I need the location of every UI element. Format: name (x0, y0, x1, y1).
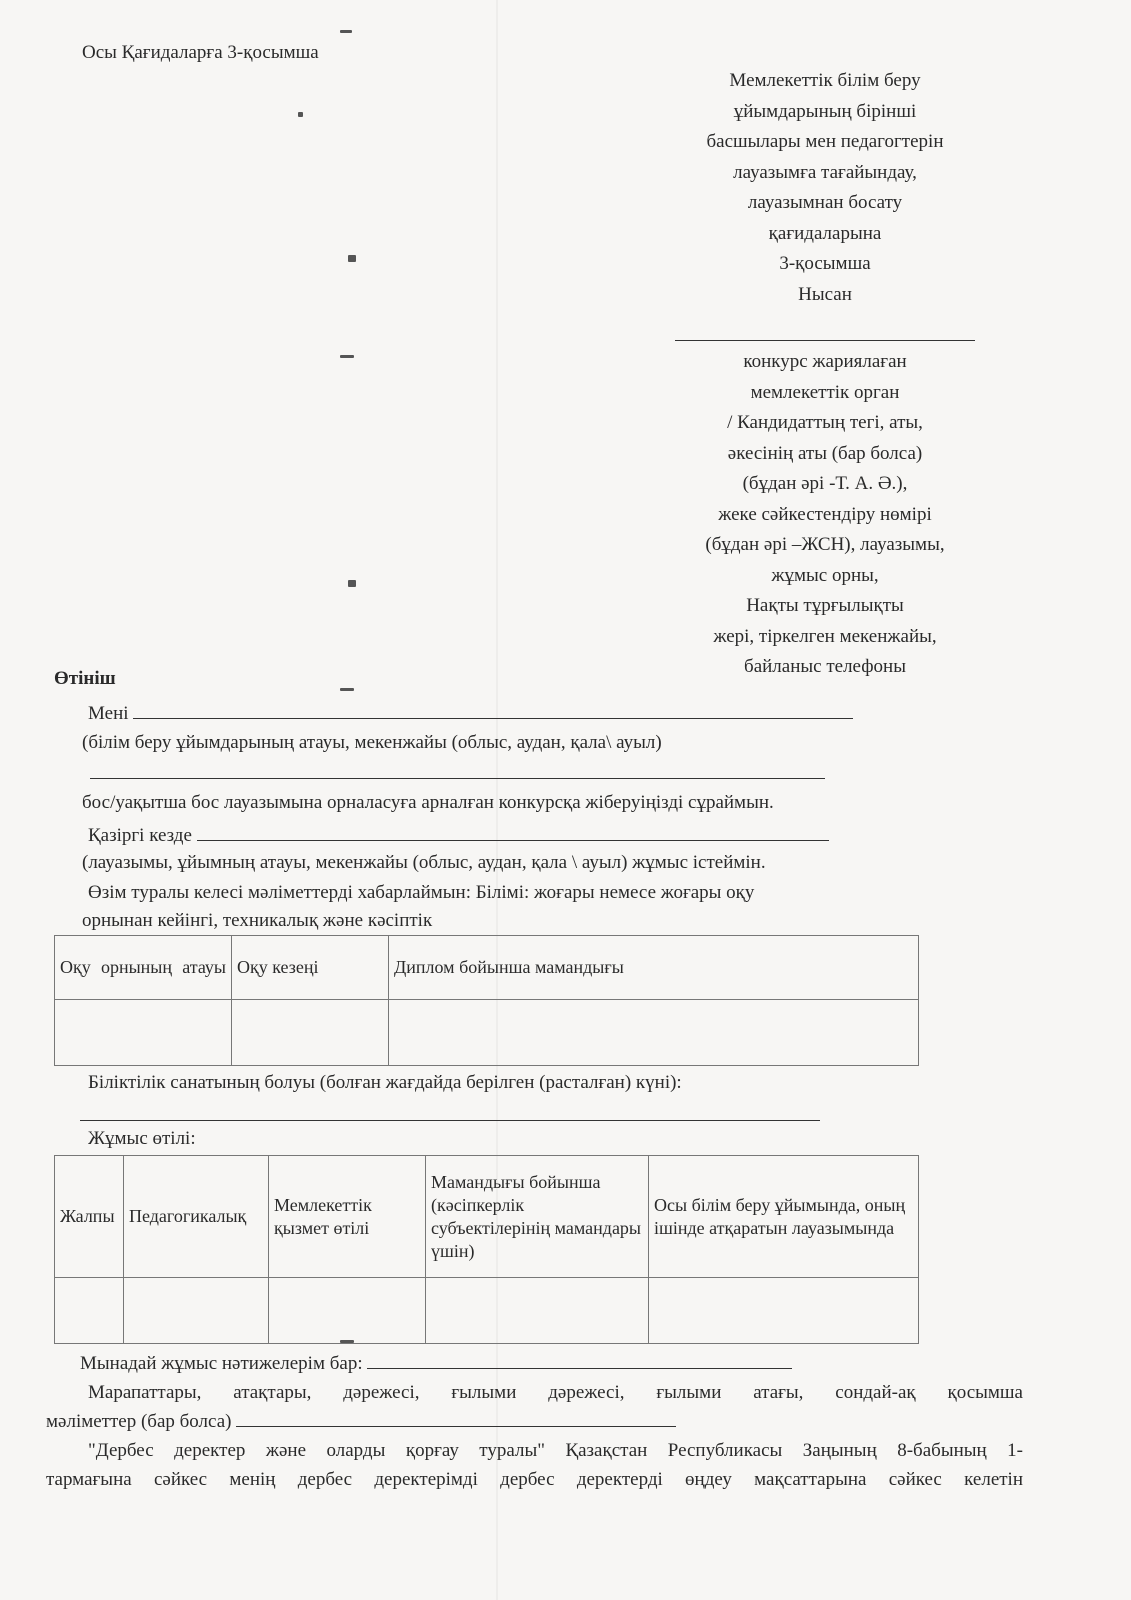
experience-header-cell: Мемлекеттік қызмет өтілі (269, 1156, 426, 1278)
consent-line-2: тармағына сәйкес менің дербес деректерімді дербес деректерді өңдеу мақсаттарына сәйкес келетін (46, 1469, 1023, 1490)
experience-data-cell[interactable] (269, 1278, 426, 1344)
experience-header-cell: Мамандығы бойынша (кәсіпкерлік субъектілерінің мамандары үшін) (426, 1156, 649, 1278)
awards-line-2: мәліметтер (бар болса) (46, 1411, 232, 1432)
recipient-hint-line: байланыс телефоны (744, 656, 906, 677)
me-row (88, 700, 853, 725)
experience-header-cell: Осы білім беру ұйымында, оның ішінде атқаратын лауазымында (649, 1156, 919, 1278)
recipient-hint (640, 347, 1010, 683)
right-header-block (640, 66, 1010, 683)
rule-title-line: Мемлекеттік білім беру (729, 70, 921, 91)
experience-header-row (55, 1156, 919, 1278)
education-data-cell[interactable] (389, 1000, 919, 1066)
recipient-hint-line: (бұдан әрі –ЖСН), лауазымы, (705, 534, 945, 555)
results-label: Мынадай жұмыс нәтижелерім бар: (80, 1353, 363, 1374)
consent-paragraph (46, 1436, 1023, 1494)
rule-title-line: басшылары мен педагогтерін (706, 131, 944, 152)
scan-speck (348, 255, 356, 262)
experience-header-cell: Жалпы (55, 1156, 124, 1278)
organization-blank-2[interactable] (90, 778, 825, 779)
awards-line-1: Марапаттары, атақтары, дәрежесі, ғылыми дәрежесі, ғылыми атағы, сондай-ақ қосымша (88, 1382, 1023, 1403)
organization-blank[interactable] (133, 700, 853, 719)
scan-speck (340, 355, 354, 358)
awards-blank[interactable] (236, 1408, 676, 1427)
scan-speck (340, 1340, 354, 1343)
rule-title-line: қағидаларына (768, 222, 882, 244)
annex-number: 3-қосымша (779, 253, 871, 274)
qualification-blank[interactable] (80, 1120, 820, 1121)
experience-table (54, 1155, 919, 1344)
experience-data-cell[interactable] (426, 1278, 649, 1344)
recipient-hint-line: конкурс жариялаған (743, 351, 907, 372)
education-data-cell[interactable] (232, 1000, 389, 1066)
experience-header-cell: Педагогикалық (124, 1156, 269, 1278)
recipient-hint-line: Нақты тұрғылықты (746, 595, 904, 616)
experience-data-cell[interactable] (649, 1278, 919, 1344)
scan-speck (348, 580, 356, 587)
education-data-row (55, 1000, 919, 1066)
recipient-hint-line: жұмыс орны, (771, 564, 879, 586)
application-title: Өтініш (54, 668, 116, 689)
awards-paragraph (46, 1378, 1023, 1436)
info-line-1: Өзім туралы келесі мәліметтерді хабарлаймын: Білімі: жоғары немесе жоғары оқу (88, 882, 755, 903)
education-header-cell: Оқу орнының атауы (55, 936, 232, 1000)
rule-title-line: лауазымға тағайындау, (733, 161, 917, 183)
recipient-hint-line: жері, тіркелген мекенжайы, (713, 625, 937, 647)
recipient-blank-line[interactable] (675, 330, 975, 341)
qualification-label: Біліктілік санатының болуы (болған жағдайда берілген (расталған) күні): (88, 1072, 682, 1093)
results-row (80, 1350, 792, 1375)
consent-line-1: "Дербес деректер және оларды қорғау туралы" Қазақстан Республикасы Заңының 8-бабының 1- (88, 1440, 1023, 1461)
info-line-2: орнынан кейінгі, техникалық және кәсіптік (82, 910, 433, 931)
education-header-cell: Оқу кезеңі (232, 936, 389, 1000)
annex-note: Осы Қағидаларға 3-қосымша (82, 42, 319, 63)
education-header-cell: Диплом бойынша мамандығы (389, 936, 919, 1000)
form-label: Нысан (798, 283, 852, 305)
experience-data-cell[interactable] (55, 1278, 124, 1344)
experience-label: Жұмыс өтілі: (88, 1128, 196, 1149)
recipient-hint-line: мемлекеттік орган (750, 381, 900, 403)
recipient-hint-line: жеке сәйкестендіру нөмірі (718, 503, 932, 525)
experience-data-row (55, 1278, 919, 1344)
scan-speck (340, 688, 354, 691)
me-label: Мені (88, 703, 129, 724)
current-hint: (лауазымы, ұйымның атауы, мекенжайы (облыс, аудан, қала \ ауыл) жұмыс істеймін. (82, 852, 766, 873)
current-label: Қазіргі кезде (88, 825, 192, 846)
scan-speck (340, 30, 352, 33)
rule-title-line: ұйымдарының бірінші (733, 100, 917, 122)
experience-data-cell[interactable] (124, 1278, 269, 1344)
recipient-hint-line: (бұдан әрі -Т. А. Ә.), (742, 473, 908, 494)
education-table (54, 935, 919, 1066)
rule-title-line: лауазымнан босату (747, 192, 903, 213)
request-text: бос/уақытша бос лауазымына орналасуға арналған конкурсқа жіберуіңізді сұраймын. (82, 792, 774, 813)
results-blank[interactable] (367, 1350, 792, 1369)
organization-hint: (білім беру ұйымдарының атауы, мекенжайы (облыс, аудан, қала\ ауыл) (82, 732, 662, 753)
current-position-blank[interactable] (197, 822, 829, 841)
education-data-cell[interactable] (55, 1000, 232, 1066)
recipient-hint-line: әкесінің аты (бар болса) (727, 442, 923, 464)
current-row (88, 822, 829, 847)
education-header-row (55, 936, 919, 1000)
recipient-hint-line: / Кандидаттың тегі, аты, (727, 412, 923, 433)
scan-speck (298, 112, 303, 117)
